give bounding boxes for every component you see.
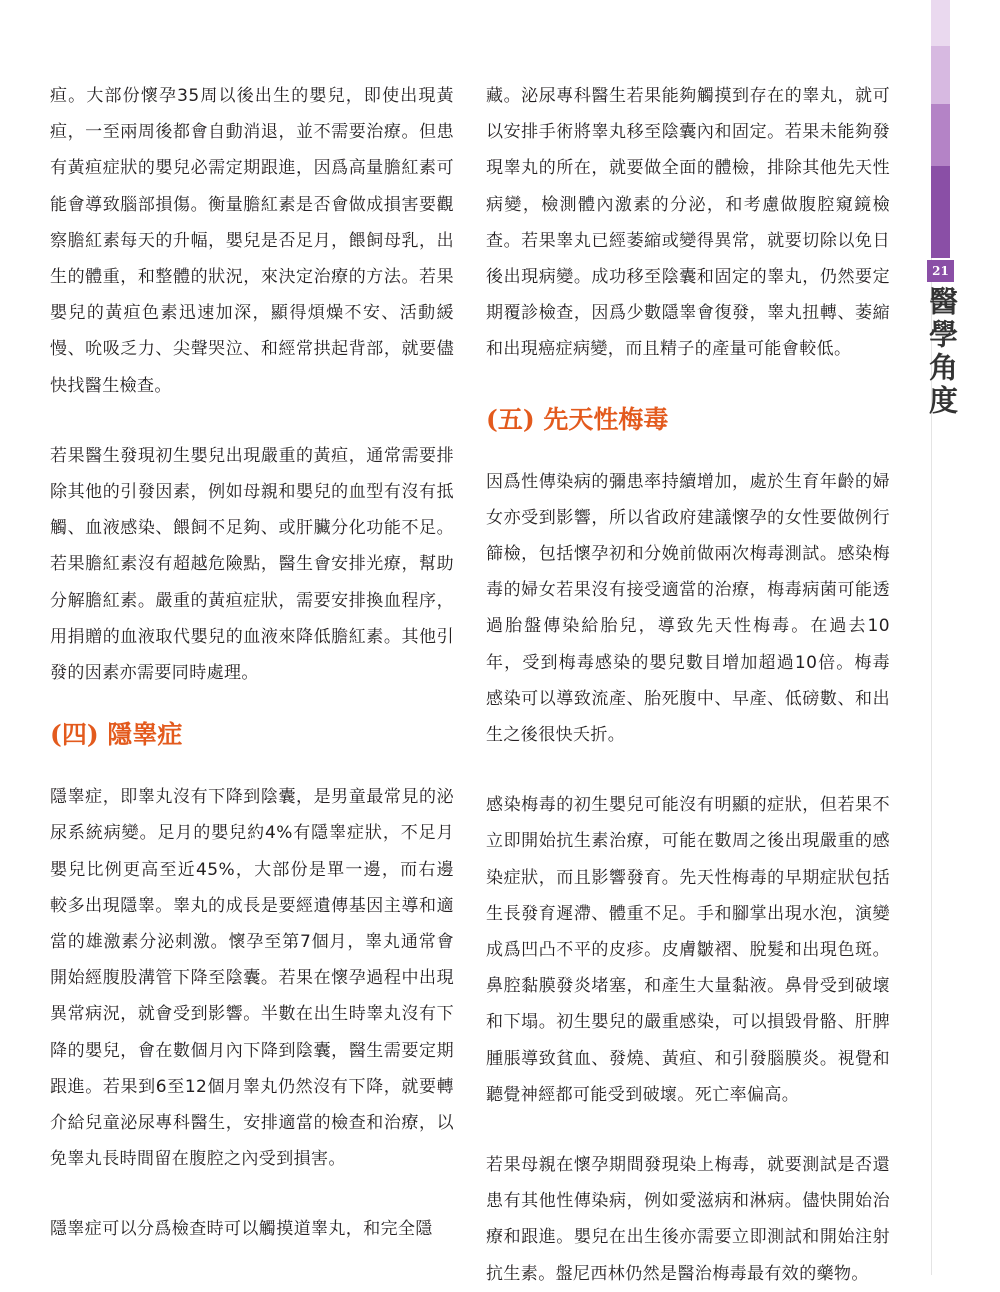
right-column bbox=[486, 78, 890, 1292]
left-column bbox=[50, 78, 454, 1248]
side-tab-band-1 bbox=[931, 0, 950, 46]
section-title: 醫學角度 bbox=[925, 286, 959, 418]
right-paragraph-3: 感染梅毒的初生嬰兒可能沒有明顯的症狀，但若果不立即開始抗生素治療，可能在數周之後出現嚴重的感染症狀，而且影響發育。先天性梅毒的早期症狀包括生長發育遲滯、體重不足。手和腳掌出現水泡，演變成爲凹凸不平的皮疹。皮膚皺褶、脫髮和出現色斑。鼻腔黏膜發炎堵塞，和產生大量黏液。鼻骨受到破壞和下塌。初生嬰兒的嚴重感染，可以損毀骨骼、肝脾腫脹導致貧血、發燒、黃疸、和引發腦膜炎。視覺和聽覺神經都可能受到破壞。死亡率偏高。 bbox=[486, 795, 890, 1105]
left-paragraph-1: 疸。大部份懷孕35周以後出生的嬰兒，即使出現黃疸，一至兩周後都會自動消退，並不需要治療。但患有黃疸症狀的嬰兒必需定期跟進，因爲高量膽紅素可能會導致腦部損傷。衡量膽紅素是否會做成損害要觀察膽紅素每天的升幅，嬰兒是否足月，餵飼母乳，出生的體重，和整體的狀況，來決定治療的方法。若果嬰兒的黃疸色素迅速加深，顯得煩燥不安、活動緩慢、吮吸乏力、尖聲哭泣、和經常拱起背部，就要儘快找醫生檢查。 bbox=[50, 86, 454, 396]
left-paragraph-4: 隱睾症可以分爲檢查時可以觸摸道睾丸，和完全隱 bbox=[50, 1219, 433, 1240]
side-tab-band-3 bbox=[931, 104, 950, 166]
side-tab-band-4 bbox=[931, 166, 950, 258]
right-paragraph-2: 因爲性傳染病的彌患率持續增加，處於生育年齡的婦女亦受到影響，所以省政府建議懷孕的女性要做例行篩檢，包括懷孕初和分娩前做兩次梅毒測試。感染梅毒的婦女若果沒有接受適當的治療，梅毒病菌可能透過胎盤傳染給胎兒，導致先天性梅毒。在過去10年，受到梅毒感染的嬰兒數目增加超過10倍。梅毒感染可以導致流產、胎死腹中、早產、低磅數、和出生之後很快夭折。 bbox=[486, 471, 890, 746]
heading-congenital-syphilis: (五) 先天性梅毒 bbox=[486, 404, 669, 434]
page-number: 21 bbox=[927, 260, 954, 282]
right-paragraph-1: 藏。泌尿專科醫生若果能夠觸摸到存在的睾丸，就可以安排手術將睾丸移至陰囊內和固定。若果未能夠發現睾丸的所在，就要做全面的體檢，排除其他先天性病變，檢測體內激素的分泌，和考慮做腹腔窺鏡檢查。若果睾丸已經萎縮或變得異常，就要切除以免日後出現病變。成功移至陰囊和固定的睾丸，仍然要定期覆診檢查，因爲少數隱睾會復發，睾丸扭轉、萎縮和出現癌症病變，而且精子的產量可能會較低。 bbox=[486, 86, 890, 360]
left-paragraph-3: 隱睾症，即睾丸沒有下降到陰囊，是男童最常見的泌尿系統病變。足月的嬰兒約4%有隱睾症狀，不足月嬰兒比例更高至近45%，大部份是單一邊，而右邊較多出現隱睾。睾丸的成長是要經遺傳基因主導和適當的雄激素分泌刺激。懷孕至第7個月，睾丸通常會開始經腹股溝管下降至陰囊。若果在懷孕過程中出現異常病況，就會受到影響。半數在出生時睾丸沒有下降的嬰兒，會在數個月內下降到陰囊，醫生需要定期跟進。若果到6至12個月睾丸仍然沒有下降，就要轉介給兒童泌尿專科醫生，安排適當的檢查和治療，以免睾丸長時間留在腹腔之內受到損害。 bbox=[50, 787, 454, 1170]
heading-cryptorchidism: (四) 隱睾症 bbox=[50, 720, 183, 750]
right-paragraph-4: 若果母親在懷孕期間發現染上梅毒，就要測試是否還患有其他性傳染病，例如愛滋病和淋病。儘快開始治療和跟進。嬰兒在出生後亦需要立即測試和開始注射抗生素。盤尼西林仍然是醫治梅毒最有效的藥物。 bbox=[486, 1155, 890, 1284]
left-paragraph-2: 若果醫生發現初生嬰兒出現嚴重的黃疸，通常需要排除其他的引發因素，例如母親和嬰兒的血型有沒有抵觸、血液感染、餵飼不足夠、或肝臟分化功能不足。若果膽紅素沒有超越危險點，醫生會安排光療，幫助分解膽紅素。嚴重的黃疸症狀，需要安排換血程序，用捐贈的血液取代嬰兒的血液來降低膽紅素。其他引發的因素亦需要同時處理。 bbox=[50, 445, 454, 684]
side-tab-band-2 bbox=[931, 46, 950, 104]
